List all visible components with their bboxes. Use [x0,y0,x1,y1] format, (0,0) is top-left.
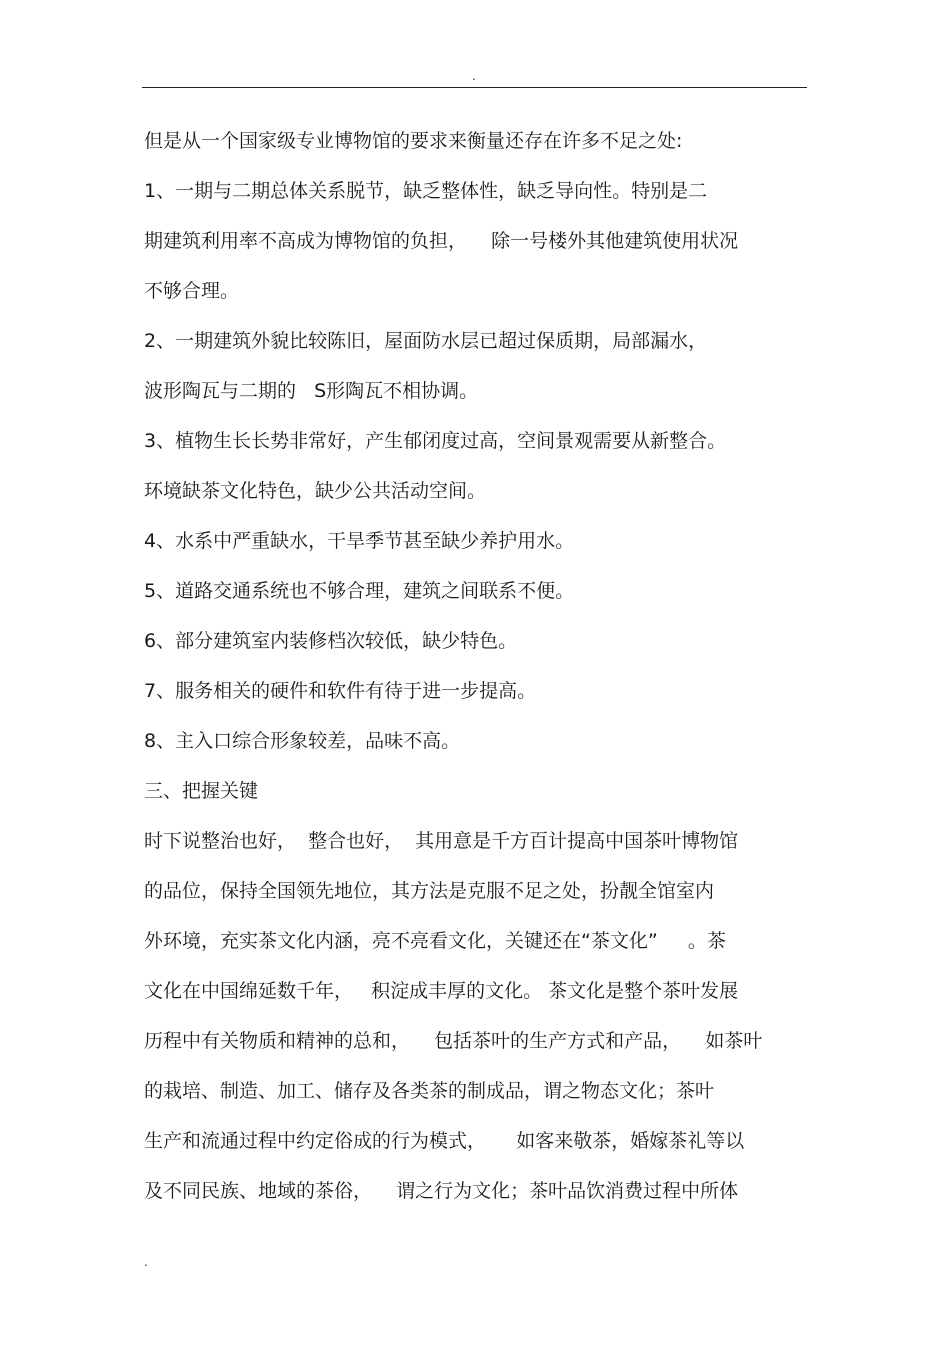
body-line-8: 及不同民族、地域的茶俗， 谓之行为文化；茶叶品饮消费过程中所体 [144,1180,739,1202]
item-5: 5、道路交通系统也不够合理，建筑之间联系不便。 [144,580,575,602]
footer-mark: . [144,1255,148,1269]
body-line-1: 时下说整治也好， 整合也好， 其用意是千方百计提高中国茶叶博物馆 [144,830,739,852]
document-body [144,124,809,1208]
body-line-5: 历程中有关物质和精神的总和， 包括茶叶的生产方式和产品， 如茶叶 [144,1030,763,1052]
body-line-4: 文化在中国绵延数千年， 积淀成丰厚的文化。 茶文化是整个茶叶发展 [144,980,739,1002]
body-line-3: 外环境，充实茶文化内涵，亮不亮看文化，关键还在“茶文化” 。茶 [144,930,726,952]
item-3-line-1: 3、植物生长长势非常好，产生郁闭度过高，空间景观需要从新整合。 [144,430,727,452]
paragraph-intro: 但是从一个国家级专业博物馆的要求来衡量还存在许多不足之处: [144,130,683,152]
item-1-line-1: 1、一期与二期总体关系脱节，缺乏整体性，缺乏导向性。特别是二 [144,180,708,202]
body-line-6: 的栽培、制造、加工、储存及各类茶的制成品，谓之物态文化；茶叶 [144,1080,715,1102]
item-3-line-2: 环境缺茶文化特色，缺少公共活动空间。 [144,480,487,502]
item-7: 7、服务相关的硬件和软件有待于进一步提高。 [144,680,537,702]
item-6: 6、部分建筑室内装修档次较低，缺少特色。 [144,630,518,652]
section-heading: 三、把握关键 [144,780,259,802]
header-rule [142,87,807,88]
item-1-line-2: 期建筑利用率不高成为博物馆的负担， 除一号楼外其他建筑使用状况 [144,230,739,252]
item-2-line-1: 2、一期建筑外貌比较陈旧，屋面防水层已超过保质期，局部漏水， [144,330,708,352]
body-line-7: 生产和流通过程中约定俗成的行为模式， 如客来敬茶，婚嫁茶礼等以 [144,1130,745,1152]
header-mark: . [472,69,476,83]
item-2-line-2: 波形陶瓦与二期的 S形陶瓦不相协调。 [144,380,479,402]
item-8: 8、主入口综合形象较差，品味不高。 [144,730,461,752]
body-line-2: 的品位，保持全国领先地位，其方法是克服不足之处，扮靓全馆室内 [144,880,715,902]
item-1-line-3: 不够合理。 [144,280,240,302]
item-4: 4、水系中严重缺水，干旱季节甚至缺少养护用水。 [144,530,575,552]
